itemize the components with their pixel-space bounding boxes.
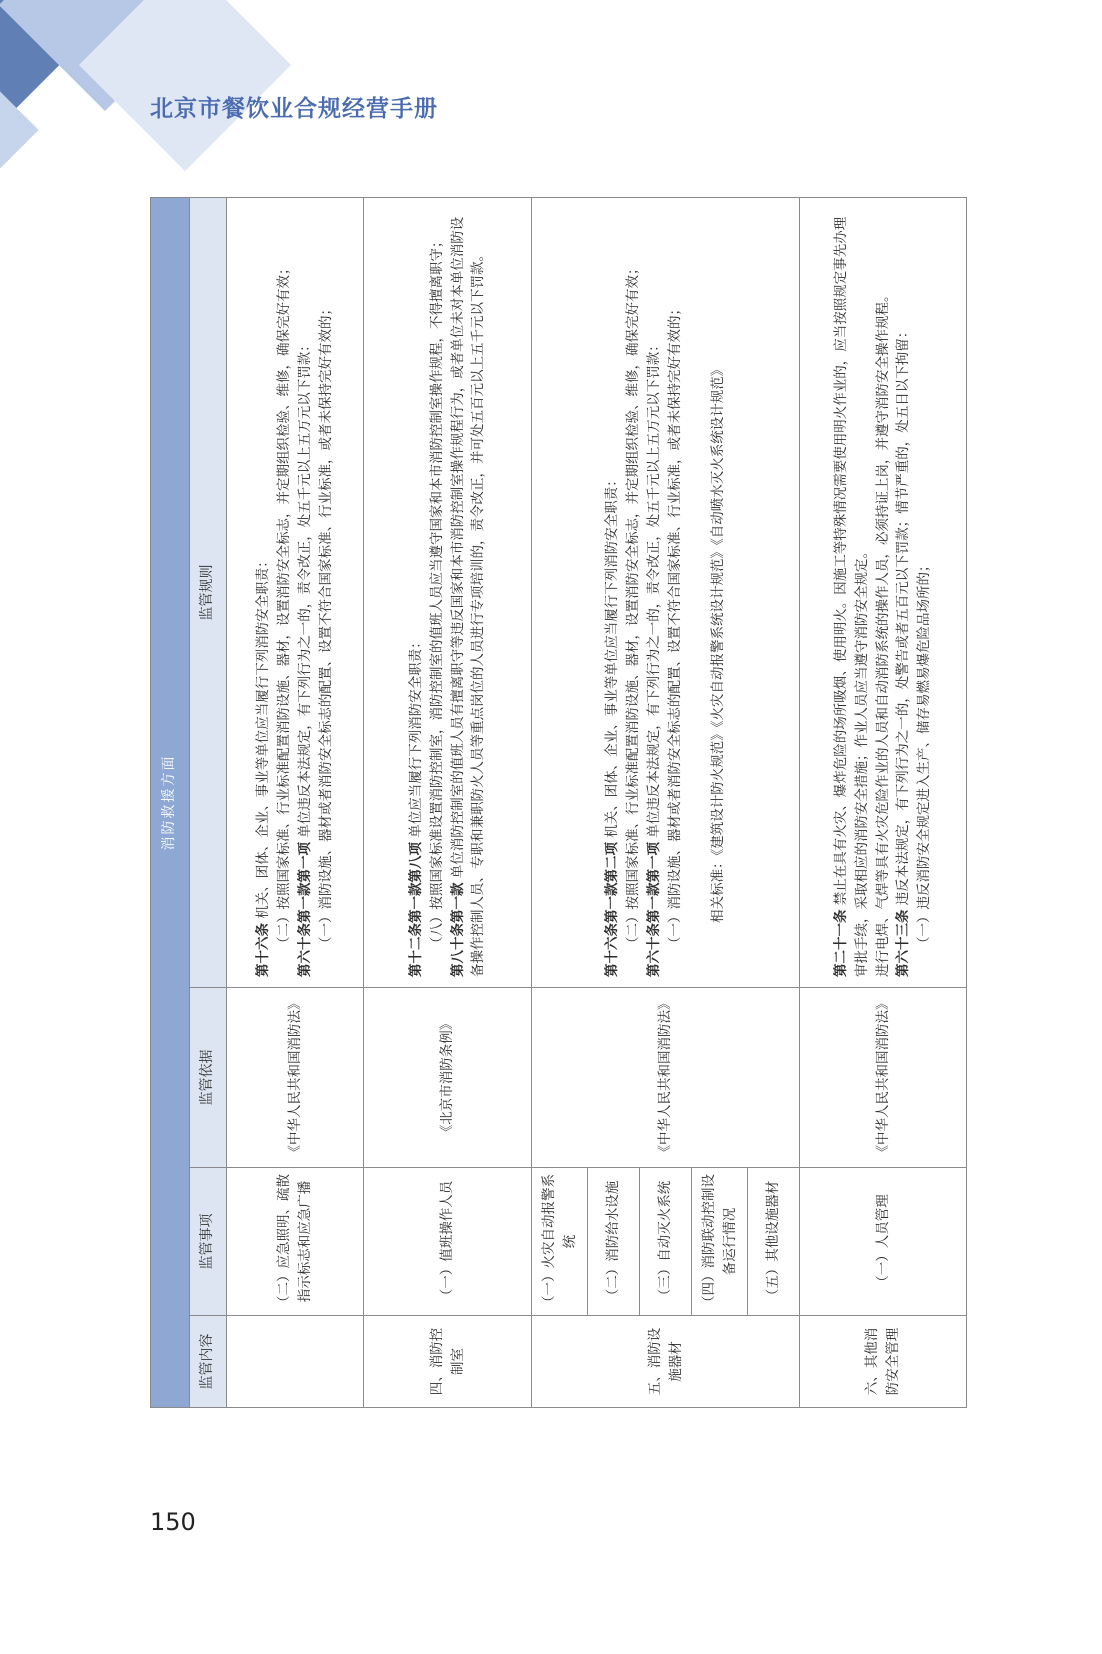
rule-paragraph: 第六十条第一款第一项 单位违反本法规定，有下列行为之一的，责令改正，处五千元以上五万元以下罚款：	[297, 338, 313, 977]
table-row	[800, 198, 967, 1408]
rule-paragraph: 第六十三条 违反本法规定，有下列行为之一的，处警告或者五百元以下罚款；情节严重的，处五日以下拘留：	[895, 324, 912, 977]
rule-paragraph: 第十六条第一款第二项 机关、团体、企业、事业等单位应当履行下列消防安全职责：	[604, 473, 621, 977]
item-cell: （四）消防联动控制设备运行情况	[692, 1168, 748, 1316]
rule-paragraph: 进行电焊、气焊等具有火灾危险作业的人员和自动消防系统的操作人员，必须持证上岗，并遵守消防安全操作规程。	[874, 288, 891, 977]
column-header-item: 监管事项	[190, 1168, 227, 1316]
table-row	[227, 198, 364, 1408]
page-number: 150	[150, 1508, 196, 1536]
basis-cell: 《中华人民共和国消防法》	[227, 988, 364, 1168]
column-header-basis: 监管依据	[190, 988, 227, 1168]
rule-paragraph: （一）消防设施、器材或者消防安全标志的配置、设置不符合国家标准、行业标准，或者未保持完好有效的；	[666, 302, 683, 950]
rule-cell	[364, 198, 532, 988]
rule-paragraph: （二）按照国家标准、行业标准配置消防设施、器材，设置消防安全标志，并定期组织检验、维修，确保完好有效；	[625, 261, 642, 950]
item-cell: （一）值班操作人员	[364, 1168, 532, 1316]
rule-cell	[532, 198, 800, 988]
column-header-content: 监管内容	[190, 1316, 227, 1408]
basis-cell: 《中华人民共和国消防法》	[800, 988, 967, 1168]
table-row	[364, 198, 532, 1408]
rotated-table-container	[150, 198, 960, 1408]
basis-cell: 《北京市消防条例》	[364, 988, 532, 1168]
page-header-title: 北京市餐饮业合规经营手册	[150, 96, 438, 122]
item-cell: （二）消防给水设施	[588, 1168, 640, 1316]
rule-paragraph: （一）违反消防安全规定进入生产、储存易燃易爆危险品场所的；	[916, 558, 933, 950]
item-cell: （二）应急照明、疏散指示标志和应急广播	[227, 1168, 364, 1316]
content-cell: 四、消防控制室	[364, 1316, 532, 1408]
rule-cell	[227, 198, 364, 988]
rule-paragraph: 第六十条第一款第一项 单位违反本法规定，有下列行为之一的，责令改正，处五千元以上五万元以下罚款：	[646, 338, 663, 977]
rule-paragraph: 第八十条第一款 单位消防控制室的值班人员有擅离职守等违反国家和本市消防控制室操作规程行为，或者单位未对本单位消防设备操作控制人员、专职和兼职防火人员等重点岗位的人员进行专项培训的，责令改正，并可处五百元以上五千元以下罚款。	[449, 216, 487, 977]
table-row	[532, 198, 588, 1408]
item-cell: （五）其他设施器材	[748, 1168, 800, 1316]
item-cell: （三）自动灭火系统	[640, 1168, 692, 1316]
content-cell: 六、其他消防安全管理	[800, 1316, 967, 1408]
rule-paragraph: （八）按照国家标准设置消防控制室，消防控制室的值班人员应当遵守国家和本市消防控制室操作规程，不得擅离职守；	[428, 234, 445, 950]
rule-paragraph: 第十六条 机关、团体、企业、事业等单位应当履行下列消防安全职责：	[255, 554, 272, 977]
rule-paragraph: 第十二条第一款第八项 单位应当履行下列消防安全职责：	[407, 635, 424, 977]
related-standards: 相关标准：《建筑设计防火规范》《火灾自动报警系统设计规范》《自动喷水灭火系统设计规范》	[709, 362, 726, 923]
content-cell: 五、消防设施器材	[532, 1316, 800, 1408]
regulation-table	[150, 197, 967, 1408]
content-cell-empty	[227, 1316, 364, 1408]
rule-paragraph: （二）按照国家标准、行业标准配置消防设施、器材，设置消防安全标志，并定期组织检验、维修，确保完好有效；	[276, 261, 293, 950]
item-cell: （一）人员管理	[800, 1168, 967, 1316]
basis-cell: 《中华人民共和国消防法》	[532, 988, 800, 1168]
column-header-rules: 监管规则	[190, 198, 227, 988]
rule-paragraph: 第二十一条 禁止在具有火灾、爆炸危险的场所吸烟、使用明火。因施工等特殊情况需要使用明火作业的，应当按照规定事先办理审批手续，采取相应的消防安全措施；作业人员应当遵守消防安全规定。	[832, 216, 870, 977]
rule-cell	[800, 198, 967, 988]
rule-paragraph: （一）消防设施、器材或者消防安全标志的配置、设置不符合国家标准、行业标准，或者未保持完好有效的；	[317, 302, 334, 950]
section-title: 消防救援方面	[151, 198, 190, 1408]
item-cell: （一）火灾自动报警系统	[532, 1168, 588, 1316]
